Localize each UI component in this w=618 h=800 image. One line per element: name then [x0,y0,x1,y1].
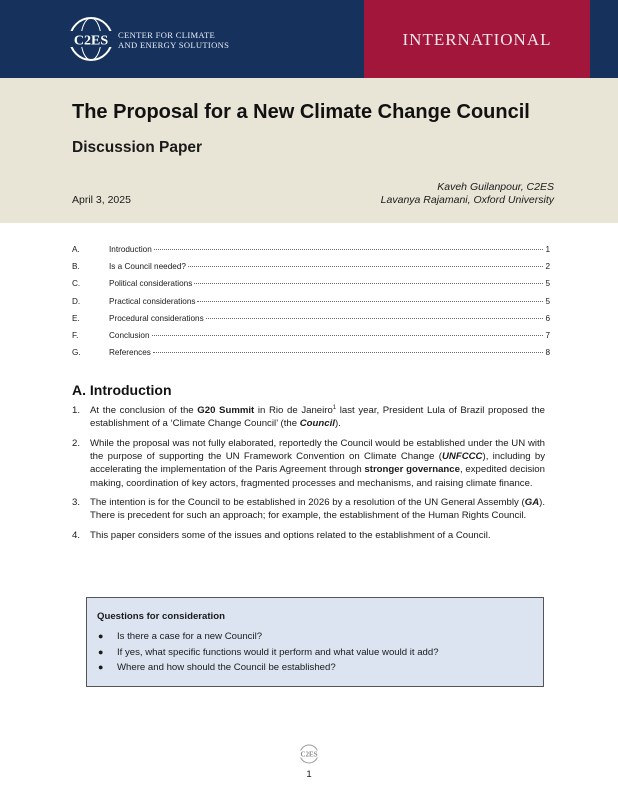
toc-leader [197,301,543,302]
toc-item-council-needed[interactable] [72,262,550,279]
globe-logo-icon [68,16,114,62]
paragraph-number: 4. [72,530,81,542]
footer-c2es-logo-icon [297,744,321,764]
question-text: If yes, what specific functions would it perform and what value would it add? [117,646,439,658]
question-item [97,662,527,678]
author-2: Lavanya Rajamani, Oxford University [380,194,554,206]
toc-leader [194,283,543,284]
questions-title: Questions for consideration [97,611,225,622]
section-heading-introduction: A. Introduction [72,382,172,398]
toc-letter: G. [72,348,81,358]
toc-letter: F. [72,330,79,340]
question-item [97,647,527,663]
text-run: , expedited decision making, coordination of key actors, fragmented processes and mechanisms, and raising climate finance. [90,464,545,489]
toc-letter: C. [72,279,81,289]
bullet-icon: ● [98,631,104,641]
toc-item-conclusion[interactable] [72,331,550,348]
toc-leader [206,318,544,319]
toc-letter: D. [72,296,81,306]
question-text: Is there a case for a new Council? [117,631,263,642]
footer-logo-text: C2ES [300,750,318,759]
text-run: The intention is for the Council to be established in 2026 by a resolution of the UN General Assembly ( [90,497,525,509]
page-number: 1 [306,769,312,780]
toc-item-introduction[interactable] [72,245,550,262]
toc-letter: B. [72,262,80,272]
text-run: This paper considers some of the issues and options related to the establishment of a Council. [90,530,491,542]
text-run: While the proposal was not fully elaborated, reportedly the Council would be established under the UN with the purpose of supporting the UN Framework Convention on Climate Change ( [90,437,545,463]
toc-leader [152,335,544,336]
c2es-logo [68,16,238,64]
question-text: Where and how should the Council be established? [117,662,336,673]
defined-term-unfccc: UNFCCC [441,451,483,463]
text-run: ), including by accelerating the implementation of the Paris Agreement through [90,451,545,476]
toc-title: Introduction [109,245,152,254]
paragraph-number: 1. [72,405,81,416]
bullet-icon: ● [98,646,104,657]
toc-page: 7 [545,330,550,340]
table-of-contents [72,245,550,365]
logo-mark-text: C2ES [73,33,109,49]
question-item [97,631,527,647]
document-subtitle: Discussion Paper [72,139,203,156]
toc-item-practical[interactable] [72,297,550,314]
text-run: last year, President Lula of Brazil proposed the establishment of a ‘Climate Change Council’ (the [90,405,545,430]
paragraph-number: 3. [72,497,81,509]
defined-term-council: Council [299,418,335,430]
toc-item-procedural[interactable] [72,314,550,331]
paragraph-2 [72,437,545,490]
toc-item-political[interactable] [72,279,550,296]
toc-page: 8 [545,348,550,358]
text-run: At the conclusion of the [90,405,198,416]
toc-leader [154,249,544,250]
emphasis-g20: G20 Summit [197,405,255,416]
document-date: April 3, 2025 [72,194,131,206]
toc-page: 1 [545,245,550,254]
questions-box [86,597,544,687]
logo-wordmark [118,31,229,50]
toc-leader [188,266,544,267]
section-label: INTERNATIONAL [402,30,552,49]
text-run: in Rio de Janeiro [254,405,333,416]
text-run: ). There is precedent for such an approach; for example, the establishment of the Human Rights Council. [90,497,545,522]
logo-line-1: CENTER FOR CLIMATE [118,30,216,40]
author-1: Kaveh Guilanpour, C2ES [437,181,554,193]
toc-page: 6 [545,313,550,323]
emphasis-governance: stronger governance [364,464,460,476]
questions-list [97,631,527,678]
paragraph-3 [72,496,545,522]
bullet-icon: ● [98,662,104,672]
toc-title: References [109,348,151,358]
paragraph-number: 2. [72,437,81,449]
toc-title: Is a Council needed? [109,262,186,272]
logo-line-2: AND ENERGY SOLUTIONS [118,39,230,50]
document-title: The Proposal for a New Climate Change Council [72,101,530,123]
paragraph-4 [72,529,545,542]
introduction-paragraphs [72,404,545,549]
footnote-ref[interactable]: 1 [332,404,337,411]
text-run: ). [334,418,341,430]
toc-page: 5 [545,296,550,306]
toc-page: 5 [545,279,550,289]
defined-term-ga: GA [524,497,540,509]
toc-letter: E. [72,313,80,323]
toc-leader [153,352,544,353]
toc-item-references[interactable] [72,348,550,365]
paragraph-1 [72,404,545,430]
toc-title: Practical considerations [109,296,196,306]
toc-title: Political considerations [109,279,193,289]
toc-page: 2 [545,262,550,272]
toc-title: Procedural considerations [109,313,204,323]
toc-title: Conclusion [109,330,150,340]
toc-letter: A. [72,245,80,254]
